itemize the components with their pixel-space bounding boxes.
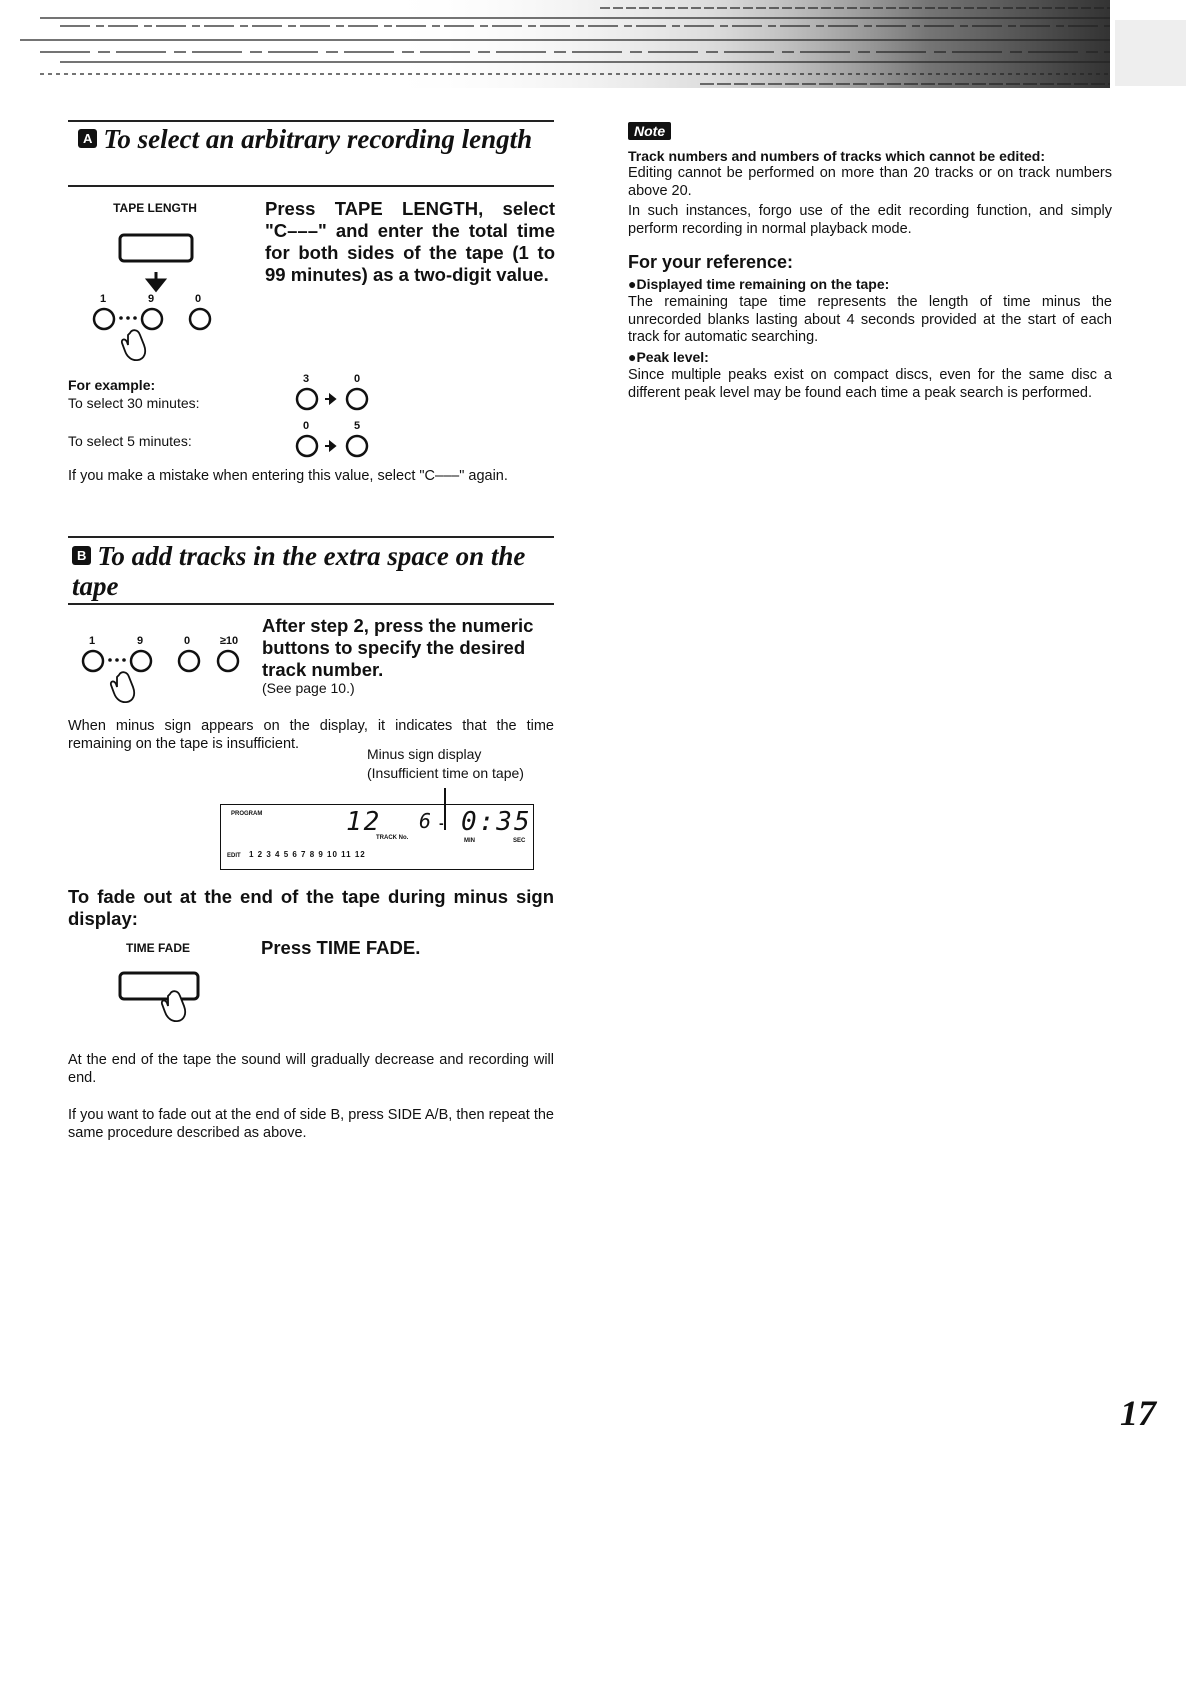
example-heading: For example: [68, 377, 156, 393]
section-b-title: B To add tracks in the extra space on the tape [72, 541, 526, 601]
section-a-top-rule [68, 120, 554, 122]
minus-sign-pointer [440, 788, 450, 832]
note-text-2: In such instances, forgo use of the edit recording function, and simply perform recording in normal playback mode. [628, 203, 1112, 237]
mistake-text: If you make a mistake when entering this value, select "C–––" again. [68, 468, 508, 484]
section-a-letter-icon: A [78, 129, 97, 148]
header-band [0, 0, 1186, 92]
tape-length-button-icon [120, 235, 192, 261]
display-caption-1: Minus sign display [367, 746, 482, 762]
page-number: 17 [1120, 1393, 1156, 1433]
fade-heading: To fade out at the end of the tape during minus sign display: [68, 886, 554, 929]
section-b-top-rule [68, 536, 554, 538]
example-1-keys [296, 387, 376, 413]
example-2-keys [296, 434, 376, 460]
min-label: MIN [464, 838, 475, 844]
section-a-instruction: Press TAPE LENGTH, select "C–––" and enter the total time for both sides of the tape (1 to 99 minutes) as a two-digit value. [265, 198, 555, 285]
pointing-hand-icon [162, 991, 185, 1021]
reference-item-1-heading: ●Displayed time remaining on the tape: [628, 276, 890, 292]
section-a-bottom-rule [68, 185, 554, 187]
display-caption-2: (Insufficient time on tape) [367, 765, 524, 781]
reference-item-2-heading: ●Peak level: [628, 349, 709, 365]
tape-length-key-label: TAPE LENGTH [113, 201, 197, 215]
reference-item-2-text: Since multiple peaks exist on compact discs, even for the same disc a different peak level may be found each time a peak search is performed. [628, 367, 1112, 401]
section-b-bottom-rule [68, 603, 554, 605]
track-calendar: 1 2 3 4 5 6 7 8 9 10 11 12 [249, 850, 366, 859]
reference-heading: For your reference: [628, 252, 794, 272]
section-b-instruction: After step 2, press the numeric buttons to specify the desired track number. [262, 615, 534, 680]
time-fade-button-icon [120, 973, 198, 999]
example-1-label: To select 30 minutes: [68, 395, 200, 411]
time-digits: 0:35 [461, 807, 532, 837]
note-badge: Note [628, 122, 671, 140]
example-2-key-labels: 0 5 [302, 420, 361, 432]
section-a-numkey-labels: 1 9 0 [99, 293, 202, 305]
key-1-icon [94, 309, 114, 329]
example-1-key-labels: 3 0 [302, 373, 361, 385]
note-heading: Track numbers and numbers of tracks which cannot be edited: [628, 148, 1045, 164]
edit-label: EDIT [227, 853, 241, 859]
time-fade-key-label: TIME FADE [125, 941, 190, 955]
program-label: PROGRAM [231, 811, 263, 817]
track-digits: 12 [346, 807, 382, 837]
track-no-label: TRACK No. [376, 835, 409, 841]
section-b-numeric-keys [83, 647, 253, 707]
pointing-hand-icon [122, 330, 145, 360]
section-a-numeric-keys [94, 305, 234, 365]
section-a-title: A To select an arbitrary recording length [78, 124, 548, 154]
sec-label: SEC [513, 838, 526, 844]
example-2-label: To select 5 minutes: [68, 433, 192, 449]
fade-text-2: If you want to fade out at the end of side B, press SIDE A/B, then repeat the same procedure described as above. [68, 1107, 554, 1141]
lcd-display-panel [220, 804, 534, 870]
section-b-numkey-labels: 1 9 0 ≥10 [88, 635, 239, 647]
key-0-icon [190, 309, 210, 329]
reference-item-1-text: The remaining tape time represents the length of time minus the unrecorded blanks lasting about 4 seconds provided at the start of each track for automatic searching. [628, 294, 1112, 345]
fade-text-1: At the end of the tape the sound will gradually decrease and recording will end. [68, 1052, 554, 1086]
fade-instruction: Press TIME FADE. [261, 937, 421, 958]
time-fade-key-illustration [118, 970, 202, 1030]
mid-digit: 6 [419, 809, 432, 833]
pointing-hand-icon [111, 672, 134, 702]
minus-sign: - [439, 815, 444, 831]
section-b-letter-icon: B [72, 546, 91, 565]
minus-sign-text: When minus sign appears on the display, it indicates that the time remaining on the tape is insufficient. [68, 718, 554, 752]
see-page-ref: (See page 10.) [262, 680, 355, 696]
key-9-icon [142, 309, 162, 329]
note-text-1: Editing cannot be performed on more than 20 tracks or on track numbers above 20. [628, 165, 1112, 199]
